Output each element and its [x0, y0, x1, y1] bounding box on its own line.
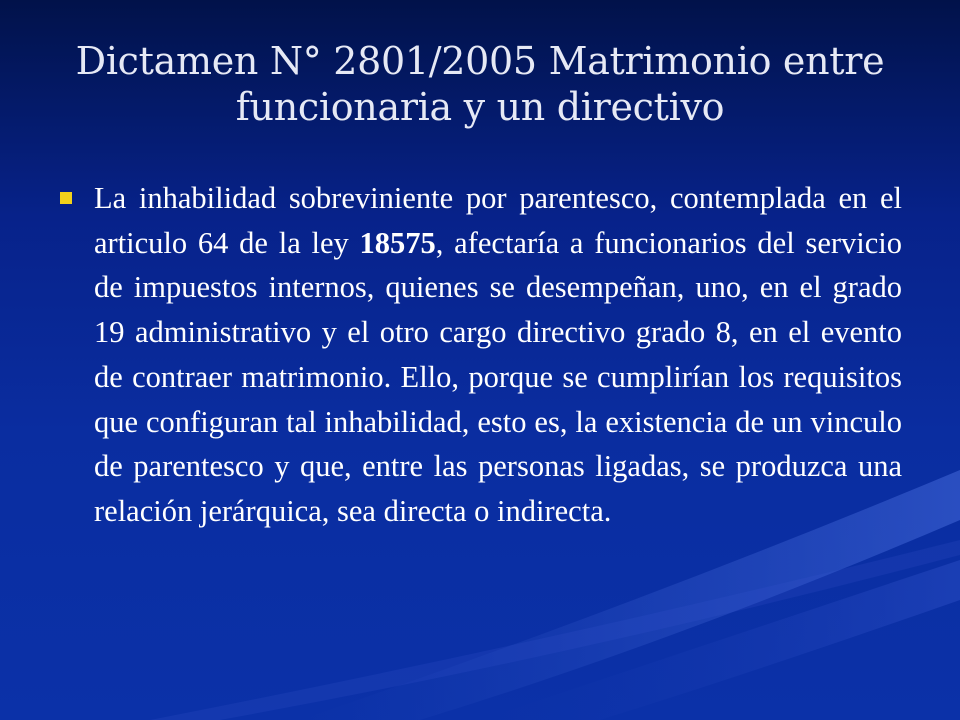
square-bullet-icon: [60, 192, 72, 204]
slide-title: Dictamen N° 2801/2005 Matrimonio entre funcionaria y un directivo: [75, 39, 885, 129]
law-number-emphasis: 18575: [359, 225, 436, 260]
bullet-list: [60, 176, 902, 534]
bullet-text-part: , afectaría a funcionarios del servicio de impuestos internos, quienes se desempeñan, uno, en el grado 19 administrativo y el otro cargo directivo grado 8, en el evento de contraer matrimonio. Ello, porque se cumplirían los requisitos que configuran tal inhabilidad, esto es, la existencia de un vinculo de parentesco y que, entre las personas ligadas, se produzca una relación jerárquica, sea directa o indirecta.: [94, 225, 902, 528]
list-item: [60, 176, 902, 534]
bullet-text: [94, 176, 902, 534]
bullet-text-part: La inhabilidad sobreviniente por parentesco, contemplada en el articulo 64 de la ley: [94, 181, 902, 260]
